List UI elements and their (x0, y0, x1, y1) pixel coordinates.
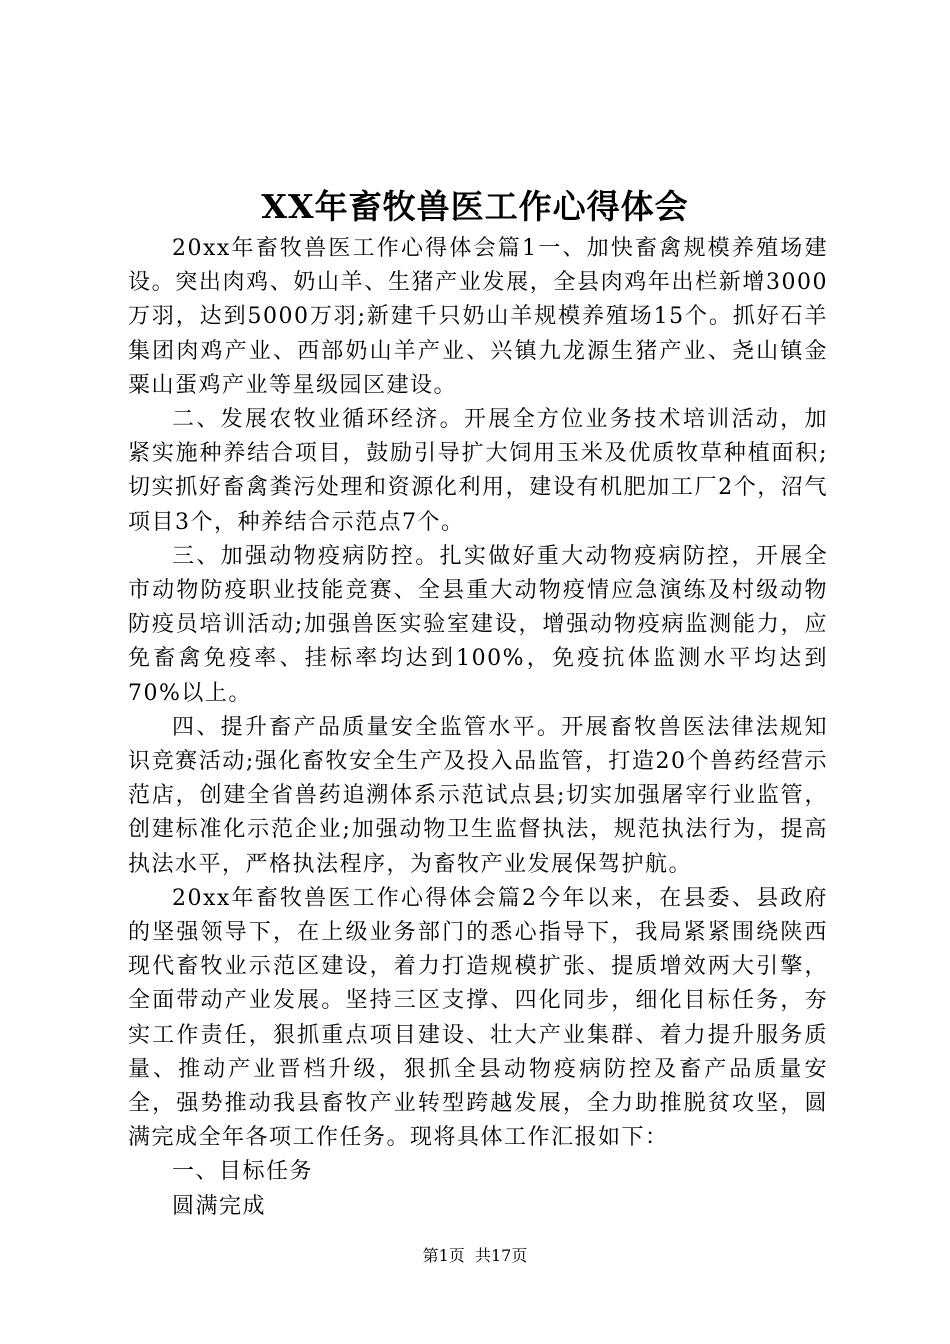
page-number: 第1页 (422, 1246, 465, 1265)
paragraph: 圆满完成 (172, 1193, 267, 1219)
page-total: 共17页 (474, 1246, 528, 1265)
document-title: XX年畜牧兽医工作心得体会 (261, 187, 689, 226)
paragraph: 20xx年畜牧兽医工作心得体会篇2今年以来，在县委、县政府的坚强领导下，在上级业务部门的悉心指导下，我局紧紧围绕陕西现代畜牧业示范区建设，着力打造规模扩张、提质增效两大引擎，全面带动产业发展。坚持三区支撑、四化同步，细化目标任务，夯实工作责任，狠抓重点项目建设、壮大产业集群、着力提升服务质量、推动产业晋档升级，狠抓全县动物疫病防控及畜产品质量安全，强势推动我县畜牧产业转型跨越发展，全力助推脱贫攻坚，圆满完成全年各项工作任务。现将具体工作汇报如下： (128, 885, 828, 1151)
paragraph: 二、发展农牧业循环经济。开展全方位业务技术培训活动，加紧实施种养结合项目，鼓励引导扩大饲用玉米及优质牧草种植面积;切实抓好畜禽粪污处理和资源化利用，建设有机肥加工厂2个，沼气项目3个，种养结合示范点7个。 (128, 407, 828, 535)
paragraph: 三、加强动物疫病防控。扎实做好重大动物疫病防控，开展全市动物防疫职业技能竞赛、全县重大动物疫情应急演练及村级动物防疫员培训活动;加强兽医实验室建设，增强动物疫病监测能力，应免畜禽免疫率、挂标率均达到100%，免疫抗体监测水平均达到70%以上。 (128, 543, 828, 706)
paragraph: 四、提升畜产品质量安全监管水平。开展畜牧兽医法律法规知识竞赛活动;强化畜牧安全生产及投入品监管，打造20个兽药经营示范店，创建全省兽药追溯体系示范试点县;切实加强屠宰行业监管，创建标准化示范企业;加强动物卫生监督执法，规范执法行为，提高执法水平，严格执法程序，为畜牧产业发展保驾护航。 (128, 714, 828, 877)
paragraph: 20xx年畜牧兽医工作心得体会篇1一、加快畜禽规模养殖场建设。突出肉鸡、奶山羊、生猪产业发展，全县肉鸡年出栏新增3000万羽，达到5000万羽;新建千只奶山羊规模养殖场15个。抓好石羊集团肉鸡产业、西部奶山羊产业、兴镇九龙源生猪产业、尧山镇金粟山蛋鸡产业等星级园区建设。 (128, 236, 828, 398)
section-heading: 一、目标任务 (172, 1159, 314, 1185)
document-body (128, 232, 828, 1224)
page-footer (0, 1244, 950, 1268)
